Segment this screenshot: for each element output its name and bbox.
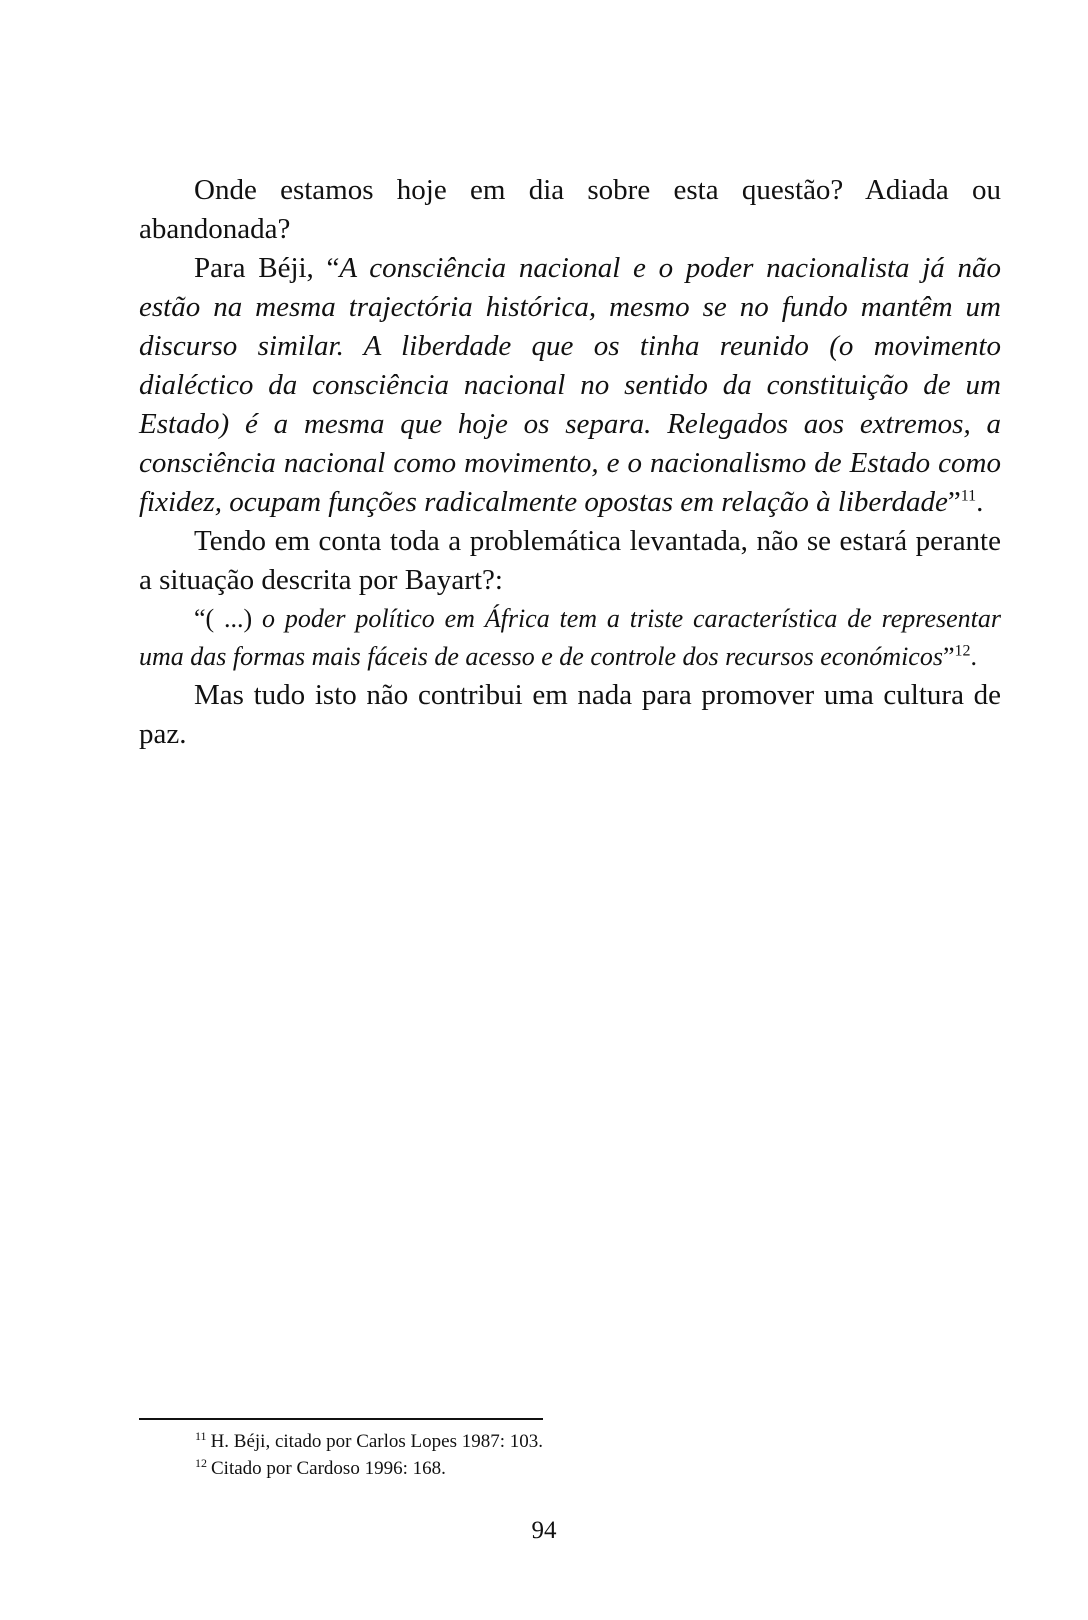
- bayart-quote-text: o poder político em África tem a triste característica de representar uma das formas mais fáceis de acesso e de controle dos recursos económicos: [139, 604, 1001, 671]
- footnote-ref-11[interactable]: 11: [960, 487, 977, 505]
- footnote-text: Citado por Cardoso 1996: 168.: [211, 1458, 446, 1479]
- footnote-text: H. Béji, citado por Carlos Lopes 1987: 103.: [210, 1431, 544, 1452]
- beji-lead: Para Béji, “: [194, 252, 340, 284]
- footnote-number: 11: [195, 1428, 207, 1443]
- page-number: 94: [531, 1517, 557, 1544]
- bayart-quote-close: ”: [942, 642, 955, 671]
- footnote-11: [195, 1428, 955, 1455]
- paragraph-conclusion: Mas tudo isto não contribui em nada para promover uma cultura de paz.: [139, 679, 1001, 750]
- footnote-ref-12[interactable]: 12: [954, 642, 971, 660]
- footnote-divider: [139, 1418, 543, 1420]
- paragraph-bayart-quote: [139, 600, 1001, 676]
- beji-end: .: [976, 486, 984, 518]
- paragraph-bayart: Tendo em conta toda a problemática levantada, não se estará perante a situação descrita por Bayart?:: [139, 525, 1001, 596]
- footnote-number: 12: [195, 1455, 207, 1470]
- bayart-end: .: [970, 642, 978, 671]
- beji-quote-text: A consciência nacional e o poder nacionalista já não estão na mesma trajectória histórica, mesmo se no fundo mantêm um discurso similar. A liberdade que os tinha reunido (o movimento dialéctico da consciência nacional no sentido da constituição de um Estado) é a mesma que hoje os separa. Relegados aos extremos, a consciência nacional como movimento, e o nacionalismo de Estado como fixidez, ocupam funções radicalmente opostas em relação à liberdade: [139, 252, 1001, 518]
- body-text: [139, 171, 1001, 754]
- beji-quote-close: ”: [947, 486, 961, 518]
- footnotes: [195, 1428, 955, 1482]
- paragraph-question: Onde estamos hoje em dia sobre esta questão? Adiada ou abandonada?: [139, 174, 1001, 245]
- paragraph-beji-quote: [139, 249, 1001, 522]
- bayart-lead: “( ...): [194, 604, 263, 633]
- footnote-12: [195, 1455, 955, 1482]
